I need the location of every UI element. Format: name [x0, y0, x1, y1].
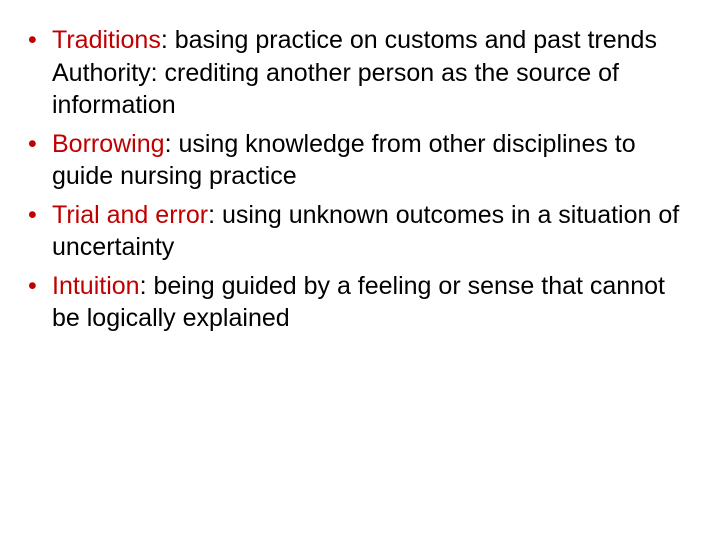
bullet-term: Traditions	[52, 26, 161, 54]
bullet-colon: :	[139, 271, 147, 300]
bullet-text: using knowledge from other disciplines to guide nursing practice	[52, 129, 636, 190]
bullet-colon: :	[208, 200, 216, 229]
bullet-marker: •	[28, 129, 37, 158]
bullet-colon: :	[164, 129, 172, 158]
bullet-item-traditions	[28, 24, 688, 122]
bullet-marker: •	[28, 200, 37, 229]
bullet-item-intuition	[28, 270, 688, 335]
bullet-term: Trial and error	[52, 200, 209, 229]
bullet-text: using unknown outcomes in a situation of uncertainty	[52, 200, 680, 261]
bullet-item-borrowing	[28, 128, 688, 193]
bullet-marker: •	[28, 26, 37, 54]
bullet-item-trial-and-error	[28, 199, 688, 264]
bullet-marker: •	[28, 271, 37, 300]
bullet-text: being guided by a feeling or sense that cannot be logically explained	[52, 271, 665, 332]
bullet-text: basing practice on customs and past trends Authority: crediting another person as the source of information	[52, 26, 657, 119]
bullet-term: Intuition	[52, 271, 140, 300]
bullet-colon: :	[160, 26, 168, 54]
bullet-list	[28, 24, 688, 341]
bullet-term: Borrowing	[52, 129, 165, 158]
